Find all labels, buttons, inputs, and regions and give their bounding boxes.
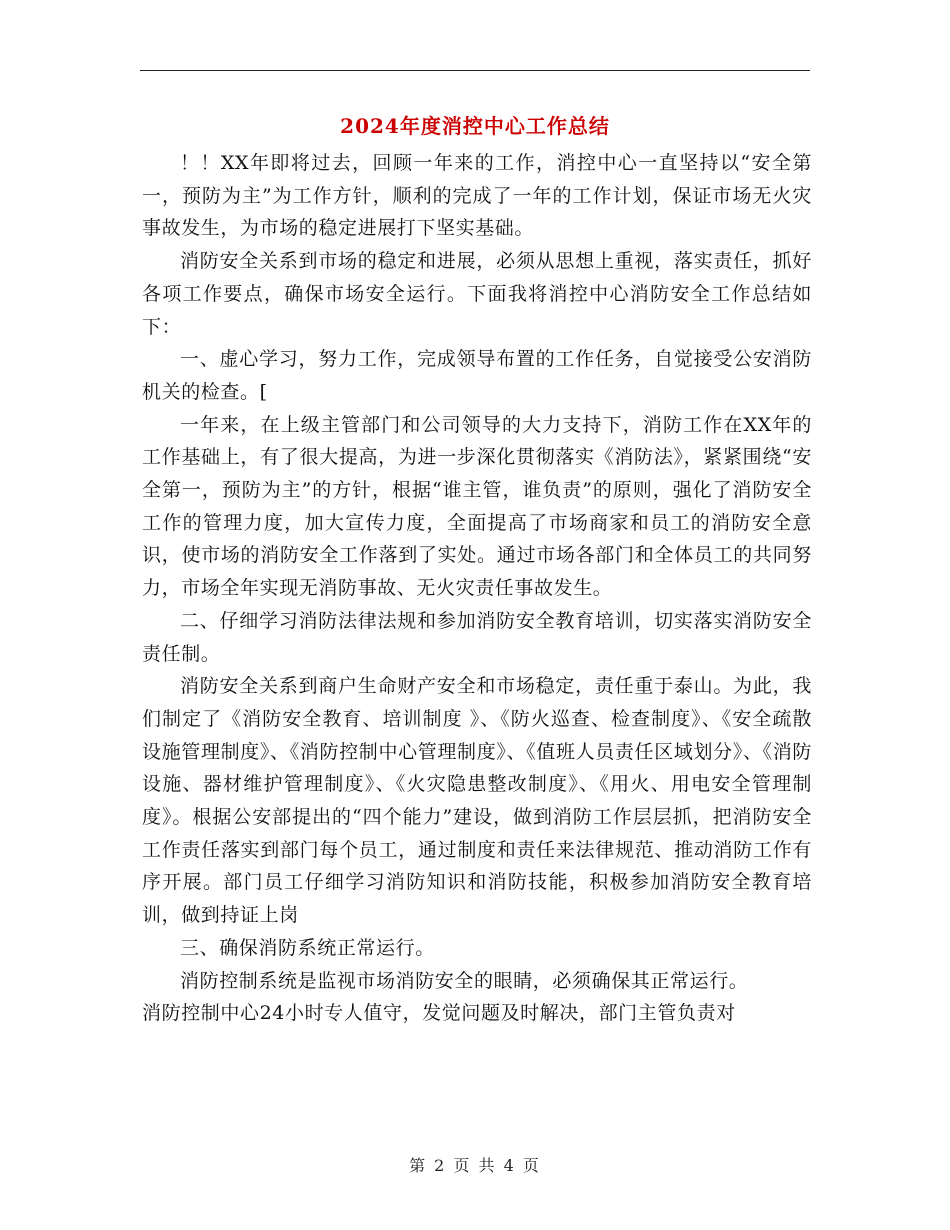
paragraph-section-3: 消防控制系统是监视市场消防安全的眼睛，必须确保其正常运行。: [180, 969, 749, 992]
section-heading-3: 三、确保消防系统正常运行。: [180, 936, 435, 959]
paragraph-section-1: 一年来，在上级主管部门和公司领导的大力支持下，消防工作在XX年的工作基础上，有了很大提高，为进一步深化贯彻落实《消防法》，紧紧围绕“安全第一，预防为主”的方针，根据“谁主管，谁负责”的原则，强化了消防安全工作的管理力度，加大宣传力度，全面提高了市场商家和员工的消防安全意识，使市场的消防安全工作落到了实处。通过市场各部门和全体员工的共同努力，市场全年实现无消防事故、无火灾责任事故发生。: [142, 413, 812, 600]
header-rule: [140, 70, 810, 71]
paragraph-section-3-continued: 消防控制中心24小时专人值守，发觉问题及时解决，部门主管负责对: [142, 1002, 736, 1025]
page-number-footer: 第 2 页 共 4 页: [409, 1156, 541, 1175]
document-title: 2024年度消控中心工作总结: [340, 114, 610, 138]
document-body: [142, 147, 812, 1030]
paragraph-overview: 消防安全关系到市场的稳定和进展，必须从思想上重视，落实责任，抓好各项工作要点，确保市场安全运行。下面我将消控中心消防安全工作总结如下：: [142, 250, 812, 338]
section-heading-1: 一、虚心学习，努力工作，完成领导布置的工作任务，自觉接受公安消防机关的检查。[: [142, 348, 812, 403]
paragraph-section-2: 消防安全关系到商户生命财产安全和市场稳定，责任重于泰山。为此，我们制定了《消防安全教育、培训制度 》、《防火巡查、检查制度》、《安全疏散设施管理制度》、《消防控制中心管理制度》、《值班人员责任区域划分》、《消防设施、器材维护管理制度》、《火灾隐患整改制度》、《用火、用电安全管理制度》。根据公安部提出的“四个能力”建设，做到消防工作层层抓，把消防安全工作责任落实到部门每个员工，通过制度和责任来法律规范、推动消防工作有序开展。部门员工仔细学习消防知识和消防技能，积极参加消防安全教育培训，做到持证上岗: [142, 675, 812, 927]
paragraph-intro: ！！XX年即将过去，回顾一年来的工作，消控中心一直坚持以“安全第一，预防为主”为工作方针，顺利的完成了一年的工作计划，保证市场无火灾事故发生，为市场的稳定进展打下坚实基础。: [142, 152, 812, 240]
section-heading-2: 二、仔细学习消防法律法规和参加消防安全教育培训，切实落实消防安全责任制。: [142, 609, 812, 665]
